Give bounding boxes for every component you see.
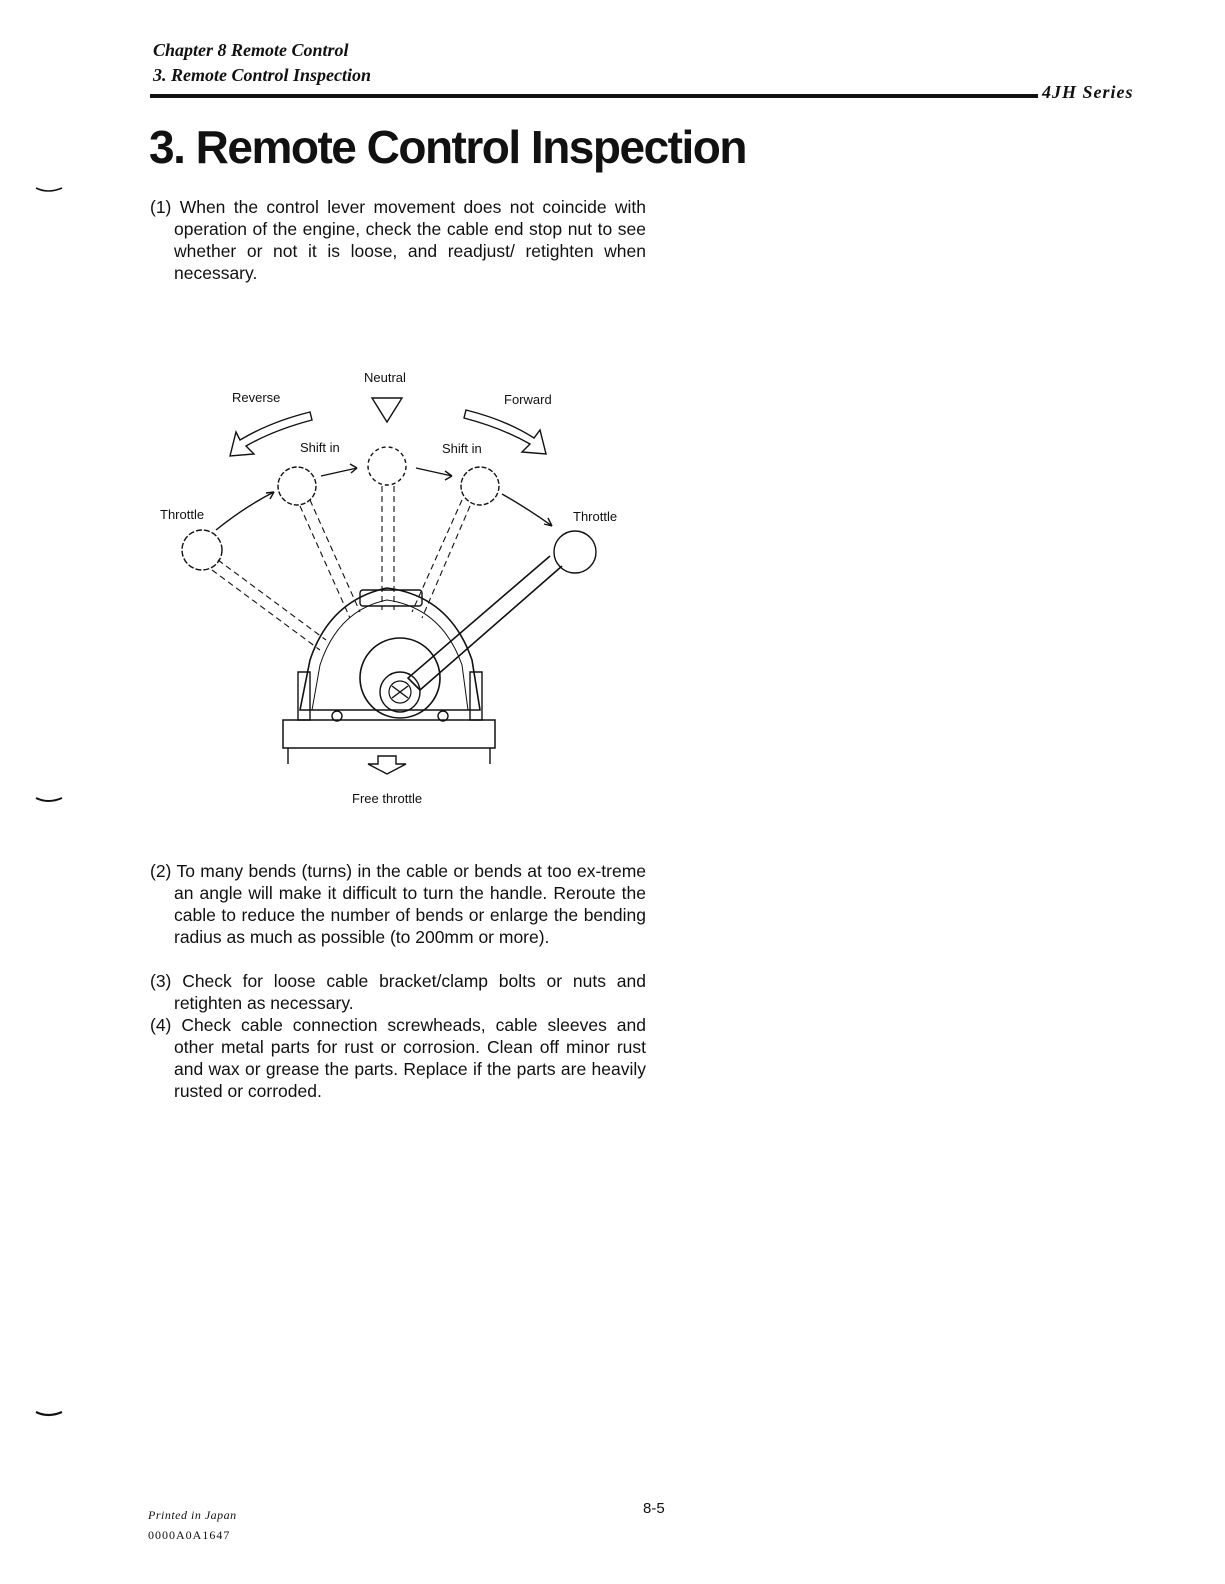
label-reverse: Reverse (232, 390, 281, 405)
shift-in-right-knob (461, 467, 499, 505)
throttle-arrow-left (216, 492, 274, 530)
paragraph-text: Check cable connection screwheads, cable sleeves and other metal parts for rust or corrosion. Clean off minor rust and wax or grease the parts. Replace if the parts are heavily rusted or corroded. (174, 1015, 646, 1101)
footer-code: 0000A0A1647 (148, 1528, 231, 1542)
lever-hub (360, 638, 440, 718)
label-shift-in-right: Shift in (442, 441, 482, 456)
label-throttle-left: Throttle (160, 507, 205, 522)
label-throttle-right: Throttle (573, 509, 618, 524)
paragraph-1 (150, 196, 646, 284)
label-forward: Forward (504, 392, 552, 407)
paragraph-number: (1) (150, 197, 172, 217)
binder-marks (34, 186, 66, 1426)
header-section: 3. Remote Control Inspection (153, 65, 372, 85)
neutral-knob (368, 447, 406, 485)
throttle-left-knob (182, 530, 222, 570)
remote-control-figure (150, 360, 630, 820)
page-number: 8-5 (643, 1500, 665, 1517)
page-title: 3. Remote Control Inspection (149, 121, 746, 173)
label-neutral: Neutral (364, 370, 406, 385)
label-shift-in-left: Shift in (300, 440, 340, 455)
paragraph-text: To many bends (turns) in the cable or bends at too ex-treme an angle will make it difficult to turn the handle. Reroute the cable to reduce the number of bends or enlarge the bending radius as much as possible (to 200mm or more). (174, 861, 646, 947)
paragraph-number: (2) (150, 861, 172, 881)
paragraph-3 (150, 970, 646, 1014)
throttle-arrow-right (502, 494, 552, 526)
header-rule (150, 94, 1038, 98)
label-free-throttle: Free throttle (352, 791, 423, 806)
free-throttle-arrow-icon (368, 756, 406, 774)
control-lever (408, 556, 562, 690)
paragraph-2 (150, 860, 646, 948)
paragraph-text: Check for loose cable bracket/clamp bolts or nuts and retighten as necessary. (174, 971, 646, 1013)
paragraph-text: When the control lever movement does not coincide with operation of the engine, check the cable end stop nut to see whether or not it is loose, and readjust/ retighten when necessary. (174, 197, 646, 283)
neutral-marker-icon (372, 398, 402, 422)
shift-in-left-knob (278, 467, 316, 505)
paragraph-number: (4) (150, 1015, 172, 1035)
paragraph-number: (3) (150, 971, 172, 991)
header-series: 4JH Series (1042, 82, 1134, 102)
base-plate (283, 720, 495, 748)
paragraph-4 (150, 1014, 646, 1102)
header-chapter: Chapter 8 Remote Control (153, 40, 349, 60)
footer-printed: Printed in Japan (148, 1508, 237, 1522)
